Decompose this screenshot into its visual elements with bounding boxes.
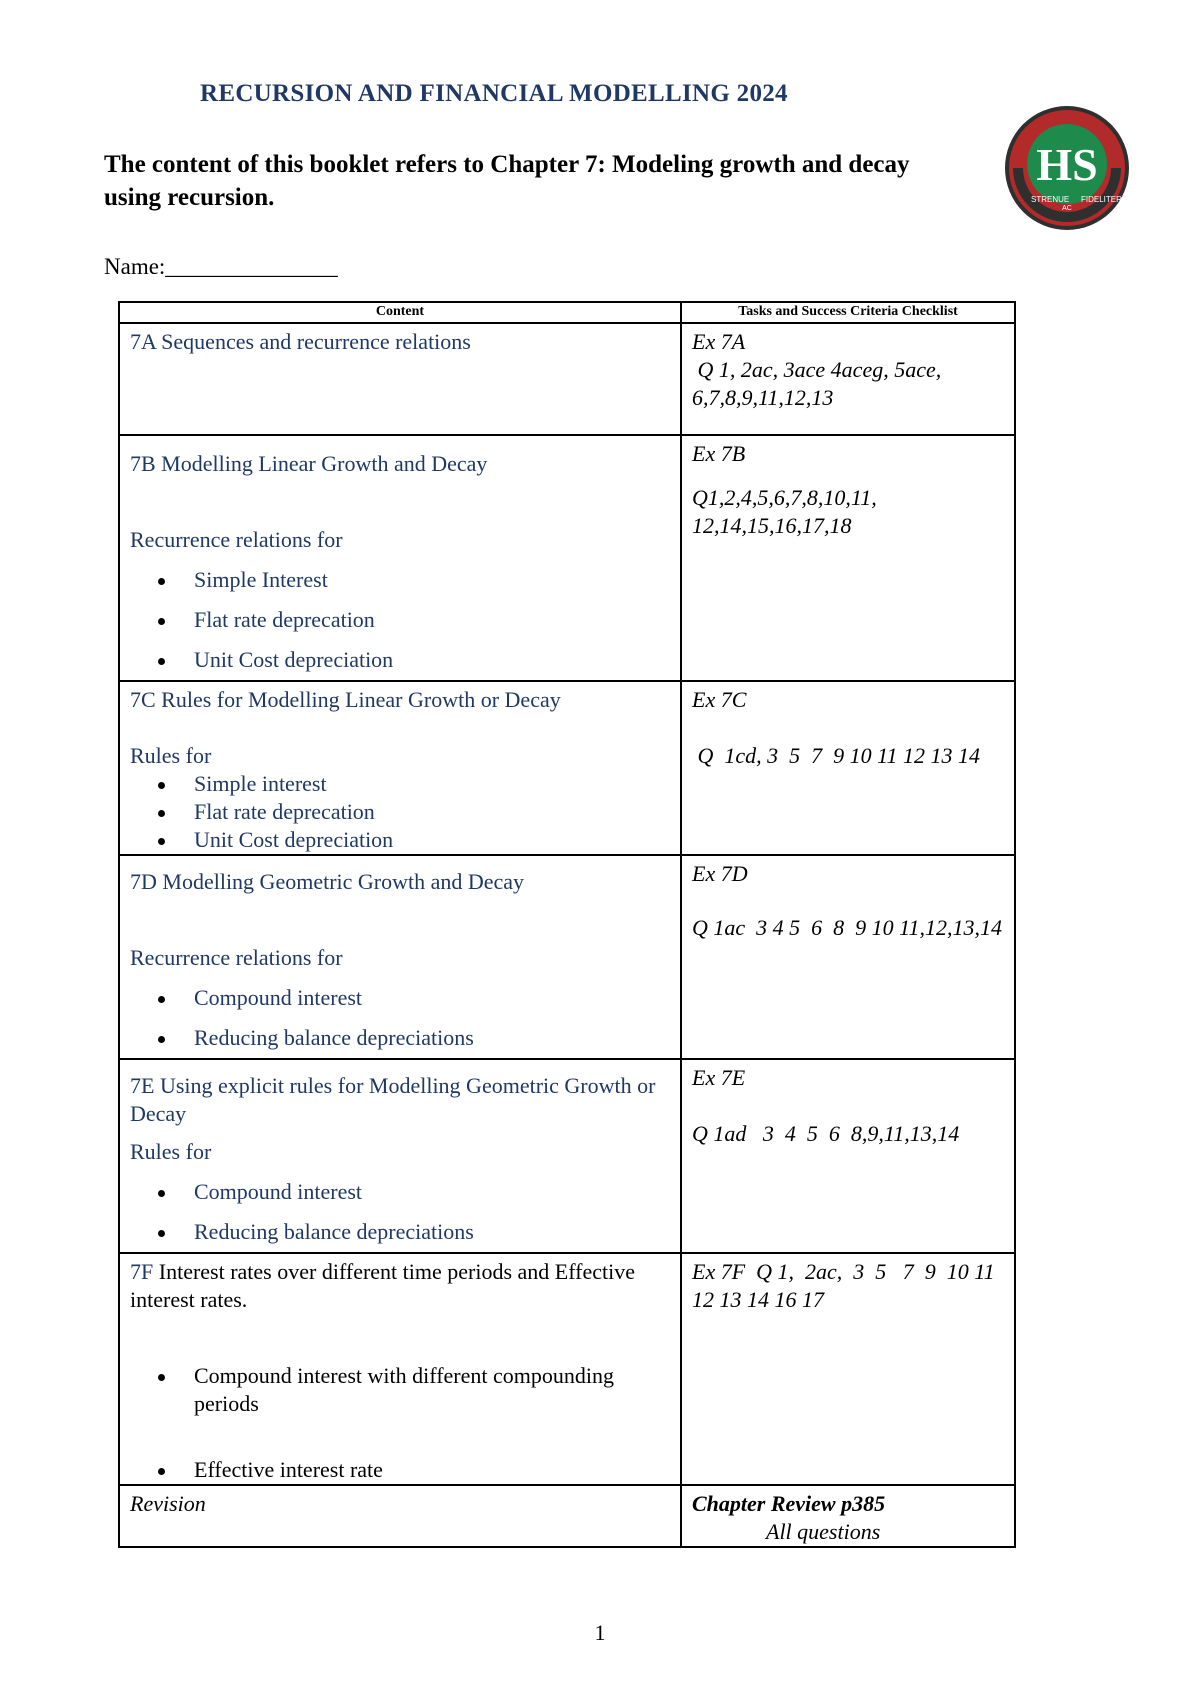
list-item: Compound interest (194, 984, 670, 1012)
topic-heading: 7C Rules for Modelling Linear Growth or Decay (130, 687, 561, 712)
table-row (119, 323, 1015, 435)
list-item: Compound interest (194, 1178, 670, 1206)
topic-heading: 7B Modelling Linear Growth and Decay (130, 451, 488, 476)
school-logo (1003, 104, 1131, 232)
topic-title: Interest rates over different time periods and Effective interest rates. (130, 1259, 636, 1312)
topic-heading: 7A Sequences and recurrence relations (130, 329, 471, 354)
table-row (119, 435, 1015, 681)
question-list: Q 1ac 3 4 5 6 8 9 10 11,12,13,14 (692, 915, 1003, 940)
topic-subheading: Recurrence relations for (130, 527, 343, 552)
tasks-cell (681, 681, 1015, 855)
revision-label: Revision (130, 1491, 206, 1516)
list-item: Flat rate deprecation (194, 798, 670, 826)
list-item: Simple interest (194, 770, 670, 798)
header-tasks: Tasks and Success Criteria Checklist (681, 302, 1015, 323)
content-cell (119, 1059, 681, 1253)
list-item: Compound interest with different compounding periods (194, 1362, 670, 1418)
topic-subheading: Recurrence relations for (130, 945, 343, 970)
exercise-label: Ex 7A (692, 329, 746, 354)
intro-text: The content of this booklet refers to Chapter 7: Modeling growth and decay using recursion. (104, 151, 910, 211)
list-item: Reducing balance depreciations (194, 1218, 670, 1246)
content-cell (119, 855, 681, 1059)
tasks-cell (681, 1059, 1015, 1253)
topic-subheading: Rules for (130, 743, 212, 768)
table-row (119, 855, 1015, 1059)
tasks-cell (681, 435, 1015, 681)
topic-subheading: Rules for (130, 1139, 212, 1164)
question-list: Ex 7F Q 1, 2ac, 3 5 7 9 10 11 12 13 14 16 17 (692, 1259, 1001, 1312)
logo-center-text: AC (1062, 205, 1072, 212)
content-cell (119, 1485, 681, 1547)
question-list: Q1,2,4,5,6,7,8,10,11, 12,14,15,16,17,18 (692, 485, 877, 538)
list-item: Effective interest rate (194, 1456, 670, 1484)
table-row (119, 1059, 1015, 1253)
list-item: Unit Cost depreciation (194, 646, 670, 674)
exercise-label: Ex 7C (692, 687, 747, 712)
list-item: Reducing balance depreciations (194, 1024, 670, 1052)
exercise-label: Ex 7D (692, 861, 748, 886)
question-list: Q 1cd, 3 5 7 9 10 11 12 13 14 (692, 743, 981, 768)
exercise-label: Ex 7B (692, 441, 746, 466)
tasks-cell (681, 323, 1015, 435)
content-cell (119, 1253, 681, 1485)
content-cell (119, 323, 681, 435)
logo-motto-right: FIDELITER (1081, 195, 1122, 204)
table-row (119, 1253, 1015, 1485)
content-cell (119, 435, 681, 681)
page-number: 1 (594, 1620, 606, 1645)
list-item: Simple Interest (194, 566, 670, 594)
table-header-row (119, 302, 1015, 323)
tasks-cell (681, 855, 1015, 1059)
table-row (119, 1485, 1015, 1547)
table-row (119, 681, 1015, 855)
content-cell (119, 681, 681, 855)
topic-heading (130, 1258, 670, 1314)
document-title: RECURSION AND FINANCIAL MODELLING 2024 (200, 80, 788, 107)
topic-heading: 7D Modelling Geometric Growth and Decay (130, 869, 525, 894)
list-item: Unit Cost depreciation (194, 826, 670, 854)
topic-code: 7F (130, 1259, 154, 1284)
tasks-cell (681, 1485, 1015, 1547)
list-item: Flat rate deprecation (194, 606, 670, 634)
chapter-review-label: Chapter Review p385 (692, 1491, 886, 1516)
question-list: Q 1, 2ac, 3ace 4aceg, 5ace, 6,7,8,9,11,12,13 (692, 357, 947, 410)
logo-motto-left: STRENUE (1031, 195, 1070, 204)
topic-heading: 7E Using explicit rules for Modelling Geometric Growth or Decay (130, 1073, 656, 1126)
logo-initials: HS (1036, 139, 1098, 190)
all-questions-label: All questions (766, 1519, 881, 1544)
tasks-cell (681, 1253, 1015, 1485)
question-list: Q 1ad 3 4 5 6 8,9,11,13,14 (692, 1121, 960, 1146)
exercise-label: Ex 7E (692, 1065, 746, 1090)
header-content: Content (119, 302, 681, 323)
name-field-label: Name:_______________ (104, 254, 338, 279)
checklist-table (118, 301, 1016, 1548)
